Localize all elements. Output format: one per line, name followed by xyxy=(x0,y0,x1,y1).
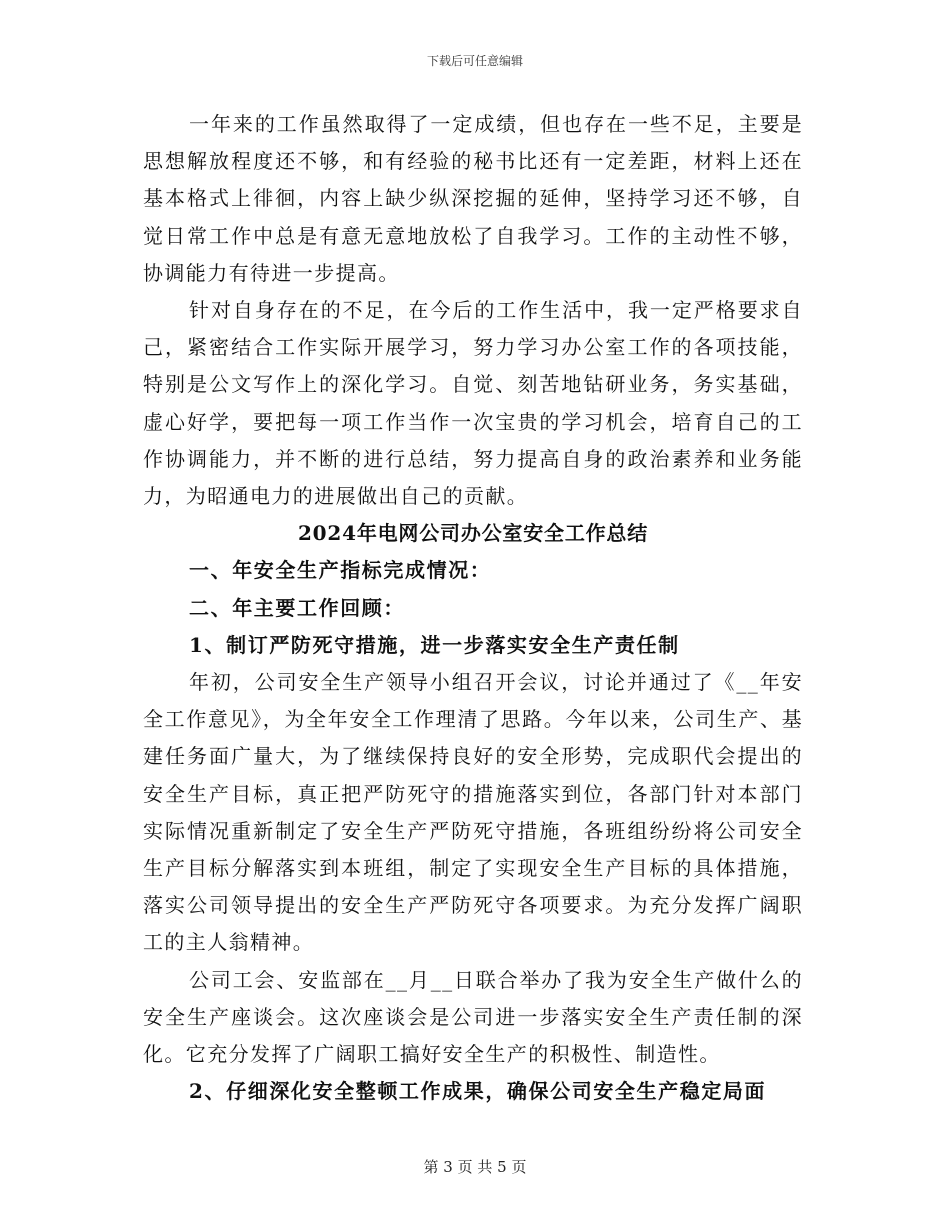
document-title: 2024年电网公司办公室安全工作总结 xyxy=(297,521,649,546)
section-heading: 一、年安全生产指标完成情况： xyxy=(189,558,492,583)
paragraph: 年初，公司安全生产领导小组召开会议，讨论并通过了《__年安全工作意见》，为全年安全工作理清了思路。今年以来，公司生产、基建任务面广量大，为了继续保持良好的安全形势，完成职代会提出的安全生产目标，真正把严防死守的措施落实到位，各部门针对本部门实际情况重新制定了安全生产严防死守措施，各班组纷纷将公司安全生产目标分解落实到本班组，制定了实现安全生产目标的具体措施，落实公司领导提出的安全生产严防死守各项要求。为充分发挥广阔职工的主人翁精神。 xyxy=(143,670,803,955)
paragraph: 针对自身存在的不足，在今后的工作生活中，我一定严格要求自己，紧密结合工作实际开展学习，努力学习办公室工作的各项技能，特别是公文写作上的深化学习。自觉、刻苦地钻研业务，务实基础，虚心好学，要把每一项工作当作一次宝贵的学习机会，培育自己的工作协调能力，并不断的进行总结，努力提高自身的政治素养和业务能力，为昭通电力的进展做出自己的贡献。 xyxy=(143,298,803,509)
paragraph: 公司工会、安监部在__月__日联合举办了我为安全生产做什么的安全生产座谈会。这次座谈会是公司进一步落实安全生产责任制的深化。它充分发挥了广阔职工搞好安全生产的积极性、制造性。 xyxy=(143,967,803,1067)
subsection-heading: 1、制订严防死守措施，进一步落实安全生产责任制 xyxy=(189,632,680,657)
paragraph: 一年来的工作虽然取得了一定成绩，但也存在一些不足，主要是思想解放程度还不够，和有经验的秘书比还有一定差距，材料上还在基本格式上徘徊，内容上缺少纵深挖掘的延伸，坚持学习还不够，自觉日常工作中总是有意无意地放松了自我学习。工作的主动性不够，协调能力有待进一步提高。 xyxy=(143,112,803,285)
document-body xyxy=(143,106,803,1110)
section-heading: 二、年主要工作回顾： xyxy=(189,595,405,620)
subsection-heading: 2、仔细深化安全整顿工作成果，确保公司安全生产稳定局面 xyxy=(189,1079,767,1104)
page-header: 下载后可任意编辑 xyxy=(426,54,523,68)
page-number: 第 3 页 共 5 页 xyxy=(423,1158,527,1176)
